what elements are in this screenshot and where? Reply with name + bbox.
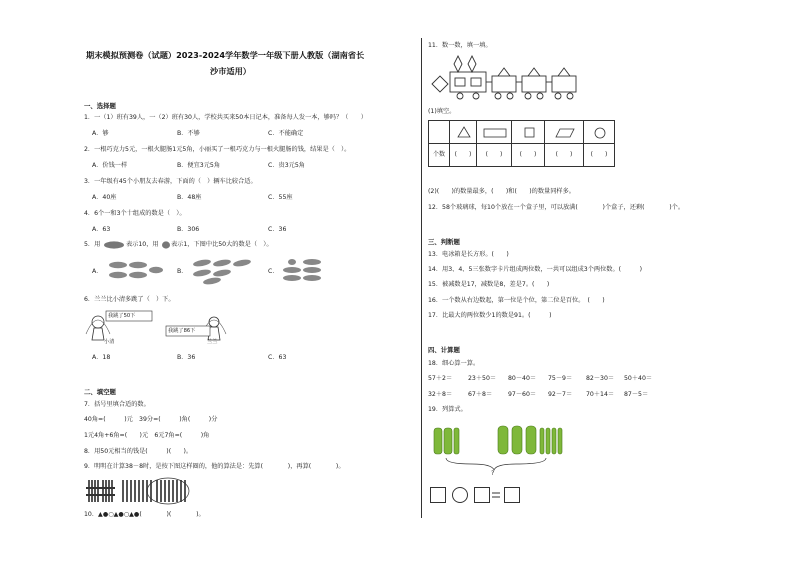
q4-option-b[interactable]: B．306 [177, 226, 200, 233]
question-5-part2: 表示10，用 [126, 241, 159, 248]
q5-option-b[interactable]: B． [177, 268, 188, 275]
count-square-cell[interactable]: ( ) [511, 143, 545, 167]
calc-r1-4: 75－9＝ [548, 375, 573, 382]
question-14: 14．用3、4、5三张数字卡片组成两位数，一共可以组成3个两位数。( ) [428, 266, 643, 273]
question-4: 4．6个一和3个十组成的数是（ ）。 [84, 210, 186, 217]
question-5-part3: 表示1，下图中比50大的数是（ ）。 [171, 241, 273, 248]
table-header-square [511, 120, 545, 144]
question-7: 7．括号里填合适的数。 [84, 401, 150, 408]
parallelogram-icon [555, 128, 575, 138]
q6-name-lan: 兰兰 [207, 339, 218, 345]
q2-option-b[interactable]: B．便宜3元5角 [177, 162, 221, 169]
question-12: 12．58个玻璃球，每10个放在一个盒子里，可以放满( )个盒子，还剩( )个。 [428, 204, 685, 211]
table-header-parallelogram [544, 120, 584, 144]
row-label-count: 个数 [428, 143, 450, 167]
rectangle-icon [483, 128, 507, 138]
question-17: 17．比最大的两位数少1的数是91。( ) [428, 312, 552, 319]
corn-illustration [432, 420, 572, 476]
q5-option-a[interactable]: A． [92, 268, 103, 275]
column-divider [421, 38, 422, 518]
q3-option-b[interactable]: B．48座 [177, 194, 202, 201]
answer-circle-operator[interactable] [452, 487, 468, 503]
count-parallelogram-cell[interactable]: ( ) [544, 143, 584, 167]
question-15: 15．被减数是17，减数是8，差是7。( ) [428, 281, 550, 288]
q2-option-a[interactable]: A．价钱一样 [92, 162, 128, 169]
table-header-triangle [449, 120, 477, 144]
table-header-blank [428, 120, 450, 144]
triangle-icon [457, 126, 471, 138]
count-rectangle-cell[interactable]: ( ) [476, 143, 512, 167]
one-dot-icon [161, 240, 171, 250]
calc-r1-5: 82－30＝ [586, 375, 615, 382]
square-icon [524, 127, 535, 138]
page-title-line2: 沙市适用） [210, 66, 251, 76]
question-10: 10．▲●○▲●○▲●( )( )。 [84, 511, 205, 518]
calc-r1-3: 80－40＝ [508, 375, 537, 382]
calc-r1-1: 57＋2＝ [428, 375, 453, 382]
q6-name-qing: 小清 [104, 339, 115, 345]
section-fill-heading: 二、填空题 [84, 388, 116, 396]
q3-option-a[interactable]: A．40座 [92, 194, 117, 201]
page-title-line1: 期末模拟预测卷（试题）2023-2024学年数学一年级下册人教版（湖南省长 [86, 50, 365, 60]
question-9: 9．明明在计算38－8时，是按下图这样圈的，他的算法是：先算( )，再算( )。 [84, 463, 345, 470]
section-judge-heading: 三、判断题 [428, 238, 460, 246]
calc-r2-5: 70＋14＝ [586, 391, 615, 398]
answer-box-result[interactable] [504, 487, 520, 503]
train-shapes-illustration [428, 52, 588, 102]
q6-option-b[interactable]: B．36 [177, 354, 196, 361]
q6-option-c[interactable]: C．63 [268, 354, 287, 361]
equals-sign [491, 490, 501, 500]
q3-option-c[interactable]: C．55座 [268, 194, 293, 201]
q5-option-b-figure [190, 258, 254, 284]
answer-box-2[interactable] [474, 487, 490, 503]
question-16: 16．一个数从右边数起，第一位是个位，第二位是百位。 ( ) [428, 297, 605, 304]
q6-speech-lan: 我跳了86下 [168, 328, 196, 334]
count-triangle-cell[interactable]: ( ) [449, 143, 477, 167]
q2-option-c[interactable]: C．贵3元5角 [268, 162, 305, 169]
question-2: 2．一根巧克力5元，一根火腿肠1元5角，小丽买了一根巧克力与一根火腿肠的钱，结果是（ ）。 [84, 146, 351, 153]
q5-option-c[interactable]: C． [268, 268, 279, 275]
calc-r1-6: 50＋40＝ [624, 375, 653, 382]
calc-r1-2: 23＋50＝ [468, 375, 497, 382]
sticks-bundle-illustration [84, 476, 194, 506]
calc-r2-6: 87－5＝ [624, 391, 649, 398]
question-19: 19．列算式。 [428, 406, 467, 413]
calc-r2-1: 32＋8＝ [428, 391, 453, 398]
count-circle-cell[interactable]: ( ) [583, 143, 615, 167]
answer-box-1[interactable] [430, 487, 446, 503]
question-3: 3．一年级有45个小朋友去春游，下面的（ ）辆车比较合适。 [84, 178, 257, 185]
q4-option-c[interactable]: C．36 [268, 226, 287, 233]
q4-option-a[interactable]: A．63 [92, 226, 111, 233]
section-choice-heading: 一、选择题 [84, 102, 116, 110]
q1-option-a[interactable]: A．够 [92, 130, 109, 137]
circle-icon [594, 127, 606, 139]
q1-option-b[interactable]: B．不够 [177, 130, 200, 137]
question-5-part1: 5．用 [84, 241, 101, 248]
question-1: 1．一（1）班有39人，一（2）班有30人，学校共买来50本日记本，准备每人发一本，够吗？（ ） [84, 114, 367, 121]
q19-question-mark: ? [491, 470, 495, 477]
calc-r2-2: 67＋8＝ [468, 391, 493, 398]
table-header-rectangle [476, 120, 512, 144]
q5-option-a-figure [106, 259, 166, 283]
q11-part2: (2)( )的数量最多，( )和( )的数量同样多。 [428, 188, 575, 195]
q6-option-a[interactable]: A．18 [92, 354, 111, 361]
q6-speech-qing: 我跳了50下 [108, 313, 136, 319]
table-header-circle [583, 120, 615, 144]
question-18: 18．细心算一算。 [428, 360, 480, 367]
q7-line-1: 40角=( )元 39分=( )角( )分 [84, 416, 218, 423]
question-11: 11．数一数，填一填。 [428, 42, 492, 49]
q5-option-c-figure [282, 257, 330, 285]
q7-line-2: 1元4角+6角=( )元 6元7角=( )角 [84, 432, 210, 439]
q8: 8．用50元相当的钱是( )( )。 [84, 448, 193, 455]
calc-r2-4: 92－7＝ [548, 391, 573, 398]
question-13: 13．电冰箱是长方形。( ) [428, 251, 509, 258]
calc-r2-3: 97－60＝ [508, 391, 537, 398]
section-calc-heading: 四、计算题 [428, 346, 460, 354]
q11-part1-label: (1)填空。 [428, 108, 456, 115]
ten-oval-icon [103, 240, 125, 250]
q1-option-c[interactable]: C．不能确定 [268, 130, 304, 137]
question-6: 6．兰兰比小清多跳了（ ）下。 [84, 296, 175, 303]
